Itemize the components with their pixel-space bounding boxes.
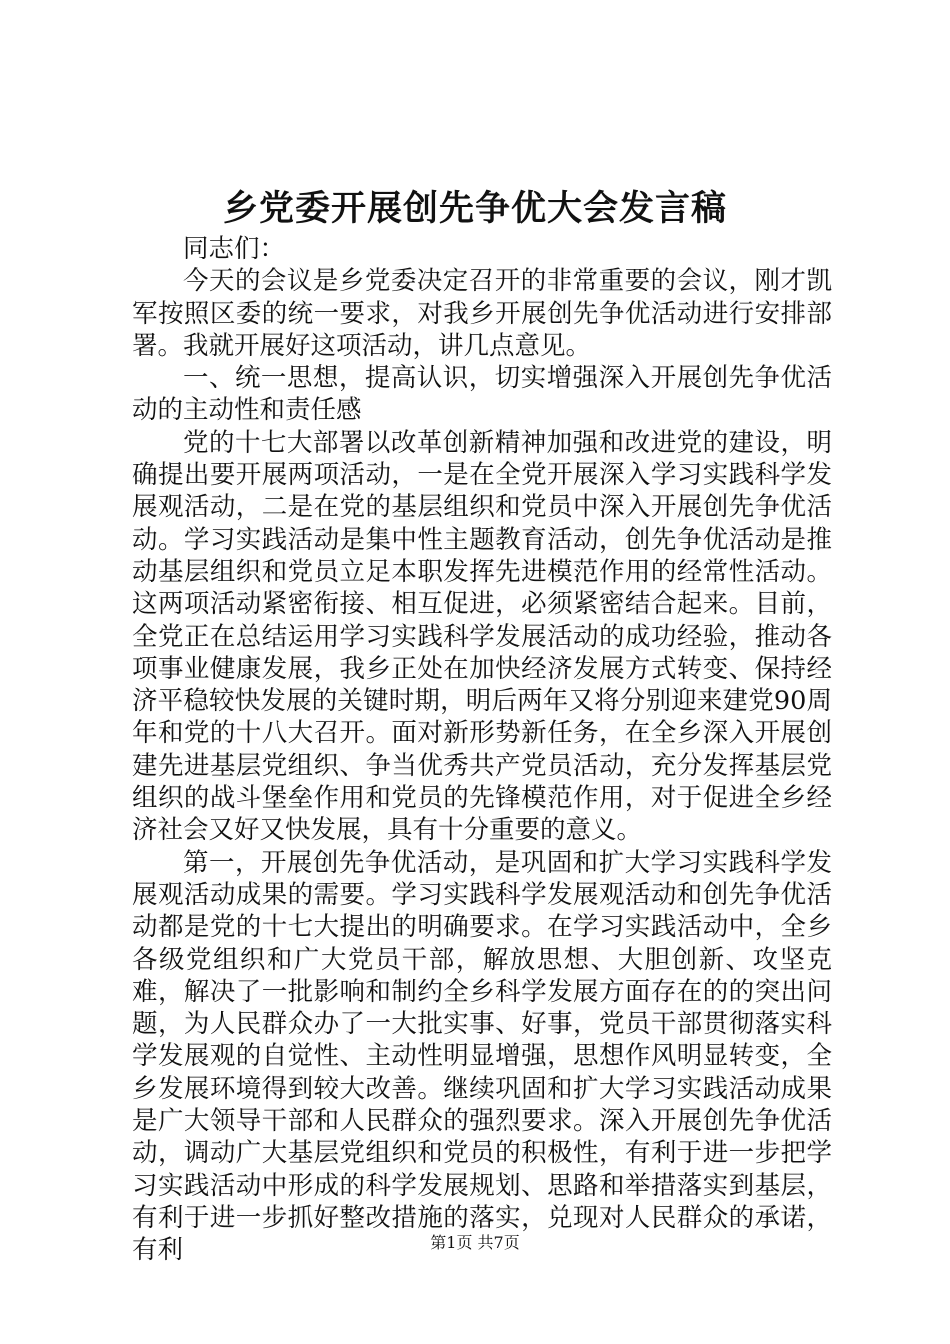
body-paragraph: 党的十七大部署以改革创新精神加强和改进党的建设，明确提出要开展两项活动，一是在全党开展深入学习实践科学发展观活动，二是在党的基层组织和党员中深入开展创先争优活动。学习实践活动是集中性主题教育活动，创先争优活动是推动基层组织和党员立足本职发挥先进模范作用的经常性活动。这两项活动紧密衔接、相互促进，必须紧密结合起来。目前，全党正在总结运用学习实践科学发展活动的成功经验，推动各项事业健康发展，我乡正处在加快经济发展方式转变、保持经济平稳较快发展的关键时期，明后两年又将分别迎来建党90周年和党的十八大召开。面对新形势新任务，在全乡深入开展创建先进基层党组织、争当优秀共产党员活动，充分发挥基层党组织的战斗堡垒作用和党员的先锋模范作用，对于促进全乡经济社会又好又快发展，具有十分重要的意义。 [132, 427, 832, 846]
intro-paragraph: 今天的会议是乡党委决定召开的非常重要的会议，刚才凯军按照区委的统一要求，对我乡开展创先争优活动进行安排部署。我就开展好这项活动，讲几点意见。 [132, 266, 832, 361]
salutation-paragraph: 同志们： [183, 234, 286, 264]
document-body [132, 233, 832, 1267]
page-number-footer: 第1页 共7页 [430, 1233, 520, 1252]
body-paragraph: 第一，开展创先争优活动，是巩固和扩大学习实践科学发展观活动成果的需要。学习实践科学发展观活动和创先争优活动都是党的十七大提出的明确要求。在学习实践活动中，全乡各级党组织和广大党员干部，解放思想、大胆创新、攻坚克难，解决了一批影响和制约全乡科学发展方面存在的的突出问题，为人民群众办了一大批实事、好事，党员干部贯彻落实科学发展观的自觉性、主动性明显增强，思想作风明显转变，全乡发展环境得到较大改善。继续巩固和扩大学习实践活动成果是广大领导干部和人民群众的强烈要求。深入开展创先争优活动，调动广大基层党组织和党员的积极性，有利于进一步把学习实践活动中形成的科学发展规划、思路和举措落实到基层，有利于进一步抓好整改措施的落实，兑现对人民群众的承诺，有利 [132, 847, 832, 1266]
document-title: 乡党委开展创先争优大会发言稿 [222, 188, 727, 229]
section-heading-1: 一、统一思想，提高认识，切实增强深入开展创先争优活动的主动性和责任感 [132, 363, 832, 426]
